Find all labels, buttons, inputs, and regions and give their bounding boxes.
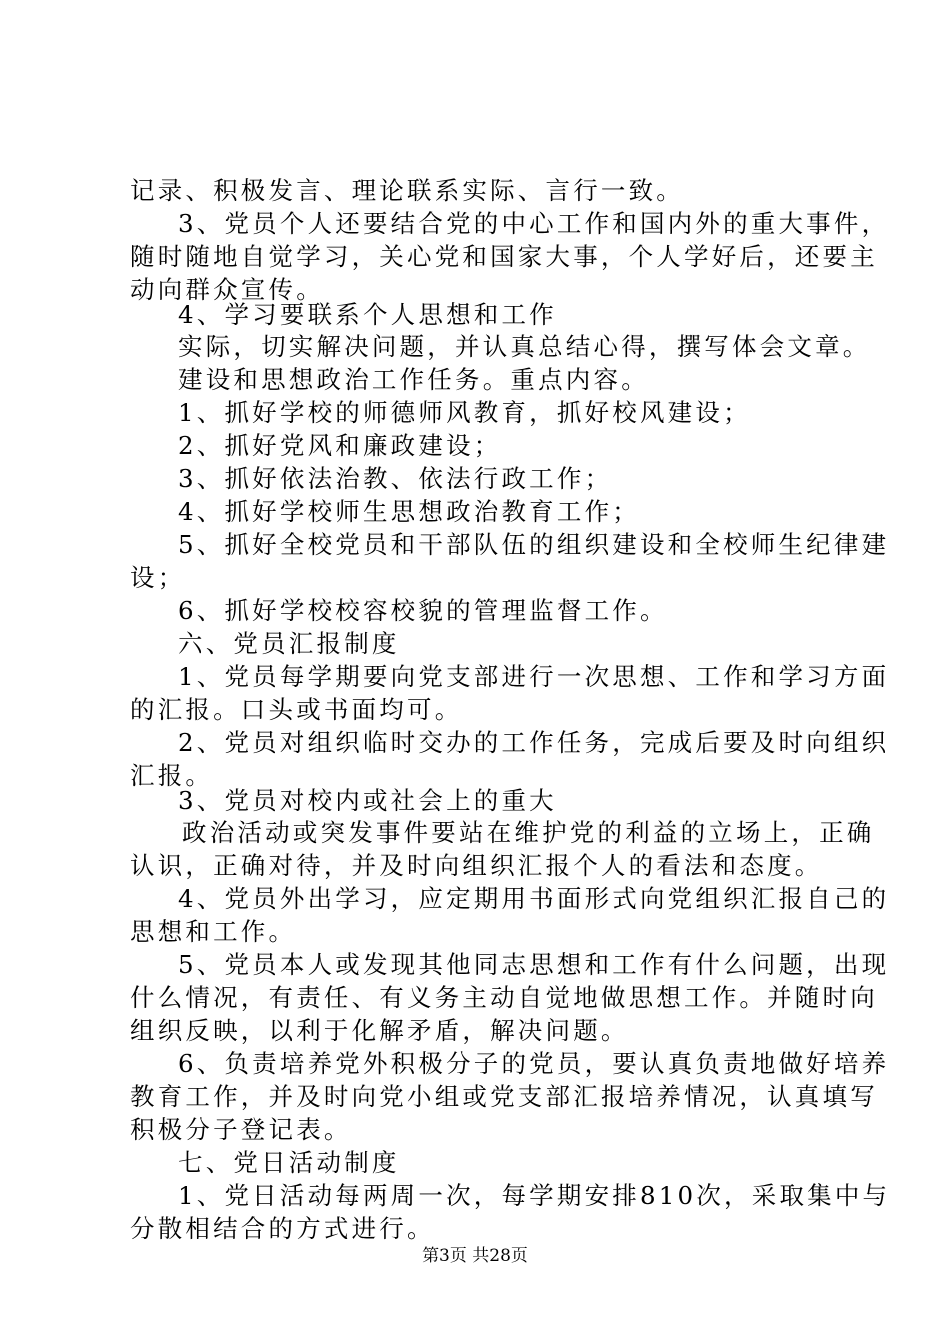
- text-line: 3、党员对校内或社会上的重大: [178, 786, 557, 815]
- text-line: 政治活动或突发事件要站在维护党的利益的立场上，正确: [182, 818, 875, 847]
- text-line: 设；: [130, 563, 186, 592]
- text-line: 2、党员对组织临时交办的工作任务，完成后要及时向组织: [178, 728, 890, 757]
- text-line: 认识，正确对待，并及时向组织汇报个人的看法和态度。: [130, 851, 823, 880]
- text-line: 记录、积极发言、理论联系实际、言行一致。: [130, 176, 684, 205]
- page-footer: 第3页 共28页: [422, 1246, 528, 1266]
- text-line: 1、抓好学校的师德师风教育，抓好校风建设；: [178, 398, 751, 427]
- text-line: 实际，切实解决问题，并认真总结心得，撰写体会文章。: [178, 332, 871, 361]
- text-line: 1、党员每学期要向党支部进行一次思想、工作和学习方面: [178, 662, 890, 691]
- text-line: 建设和思想政治工作任务。重点内容。: [178, 365, 649, 394]
- text-line: 什么情况，有责任、有义务主动自觉地做思想工作。并随时向: [130, 983, 878, 1012]
- text-line: 6、抓好学校校容校貌的管理监督工作。: [178, 596, 668, 625]
- text-line: 积极分子登记表。: [130, 1115, 352, 1144]
- section-heading: 七、党日活动制度: [178, 1148, 400, 1177]
- text-line: 1、党日活动每两周一次，每学期安排810次，采取集中与: [178, 1181, 891, 1210]
- text-line: 2、抓好党风和廉政建设；: [178, 431, 502, 460]
- text-line: 4、抓好学校师生思想政治教育工作；: [178, 497, 640, 526]
- text-line: 教育工作，并及时向党小组或党支部汇报培养情况，认真填写: [130, 1082, 878, 1111]
- text-line: 3、抓好依法治教、依法行政工作；: [178, 464, 613, 493]
- section-heading: 六、党员汇报制度: [178, 629, 400, 658]
- text-line: 汇报。: [130, 761, 214, 790]
- text-line: 组织反映，以利于化解矛盾，解决问题。: [130, 1016, 629, 1045]
- text-line: 3、党员个人还要结合党的中心工作和国内外的重大事件，: [178, 209, 890, 238]
- text-line: 随时随地自觉学习，关心党和国家大事，个人学好后，还要主: [130, 242, 878, 271]
- text-line: 6、负责培养党外积极分子的党员，要认真负责地做好培养: [178, 1049, 890, 1078]
- text-line: 4、学习要联系个人思想和工作: [178, 300, 557, 329]
- text-line: 思想和工作。: [130, 917, 297, 946]
- text-line: 动向群众宣传。: [130, 275, 324, 304]
- text-line: 5、抓好全校党员和干部队伍的组织建设和全校师生纪律建: [178, 530, 890, 559]
- text-line: 4、党员外出学习，应定期用书面形式向党组织汇报自己的: [178, 884, 890, 913]
- text-line: 的汇报。口头或书面均可。: [130, 695, 463, 724]
- text-line: 5、党员本人或发现其他同志思想和工作有什么问题，出现: [178, 950, 890, 979]
- text-line: 分散相结合的方式进行。: [130, 1214, 435, 1243]
